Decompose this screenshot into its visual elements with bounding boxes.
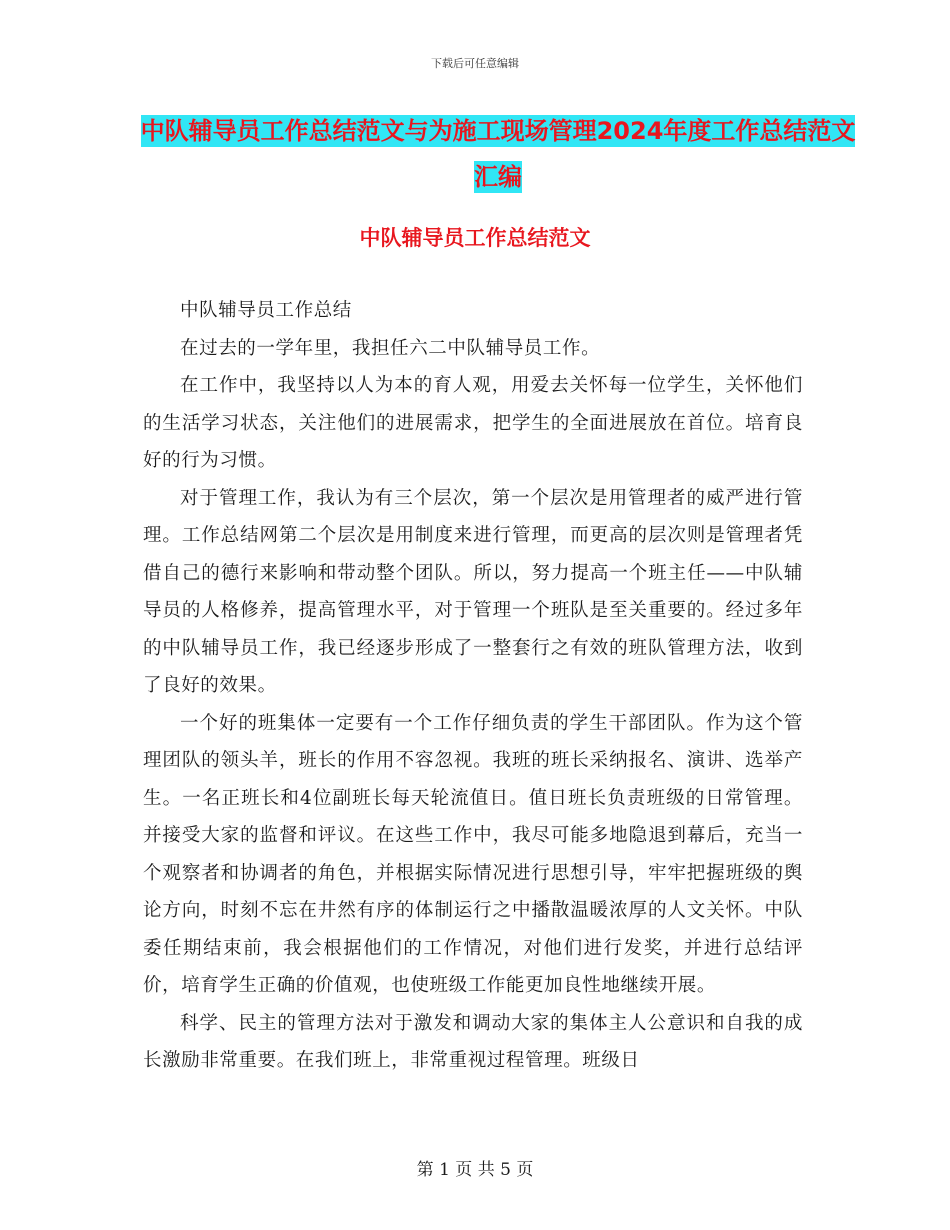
page-number: 第 1 页 共 5 页 — [416, 1160, 534, 1180]
document-title-text: 中队辅导员工作总结范文与为施工现场管理2024年度工作总结范文汇编 — [140, 117, 856, 191]
section-title: 中队辅导员工作总结范文 — [359, 226, 591, 250]
paragraph: 对于管理工作，我认为有三个层次，第一个层次是用管理者的威严进行管理。工作总结网第二个层次是用制度来进行管理，而更高的层次则是管理者凭借自己的德行来影响和带动整个团队。所以，努力提高一个班主任——中队辅导员的人格修养，提高管理水平，对于管理一个班队是至关重要的。经过多年的中队辅导员工作，我已经逐步形成了一整套行之有效的班队管理方法，收到了良好的效果。 — [143, 487, 803, 696]
paragraph: 中队辅导员工作总结 — [180, 300, 352, 321]
paragraph: 科学、民主的管理方法对于激发和调动大家的集体主人公意识和自我的成长激励非常重要。在我们班上，非常重视过程管理。班级日 — [143, 1012, 803, 1071]
paragraph: 在工作中，我坚持以人为本的育人观，用爱去关怀每一位学生，关怀他们的生活学习状态，关注他们的进展需求，把学生的全面进展放在首位。培育良好的行为习惯。 — [143, 375, 803, 471]
document-title — [140, 108, 856, 200]
paragraph: 在过去的一学年里，我担任六二中队辅导员工作。 — [180, 337, 601, 359]
body-text — [143, 292, 803, 1080]
header-note: 下载后可任意编辑 — [431, 57, 519, 70]
paragraph: 一个好的班集体一定要有一个工作仔细负责的学生干部团队。作为这个管理团队的领头羊，班长的作用不容忽视。我班的班长采纳报名、演讲、选举产生。一名正班长和4位副班长每天轮流值日。值日班长负责班级的日常管理。并接受大家的监督和评议。在这些工作中，我尽可能多地隐退到幕后，充当一个观察者和协调者的角色，并根据实际情况进行思想引导，牢牢把握班级的舆论方向，时刻不忘在井然有序的体制运行之中播散温暖浓厚的人文关怀。中队委任期结束前，我会根据他们的工作情况，对他们进行发奖，并进行总结评价，培育学生正确的价值观，也使班级工作能更加良性地继续开展。 — [143, 712, 803, 996]
